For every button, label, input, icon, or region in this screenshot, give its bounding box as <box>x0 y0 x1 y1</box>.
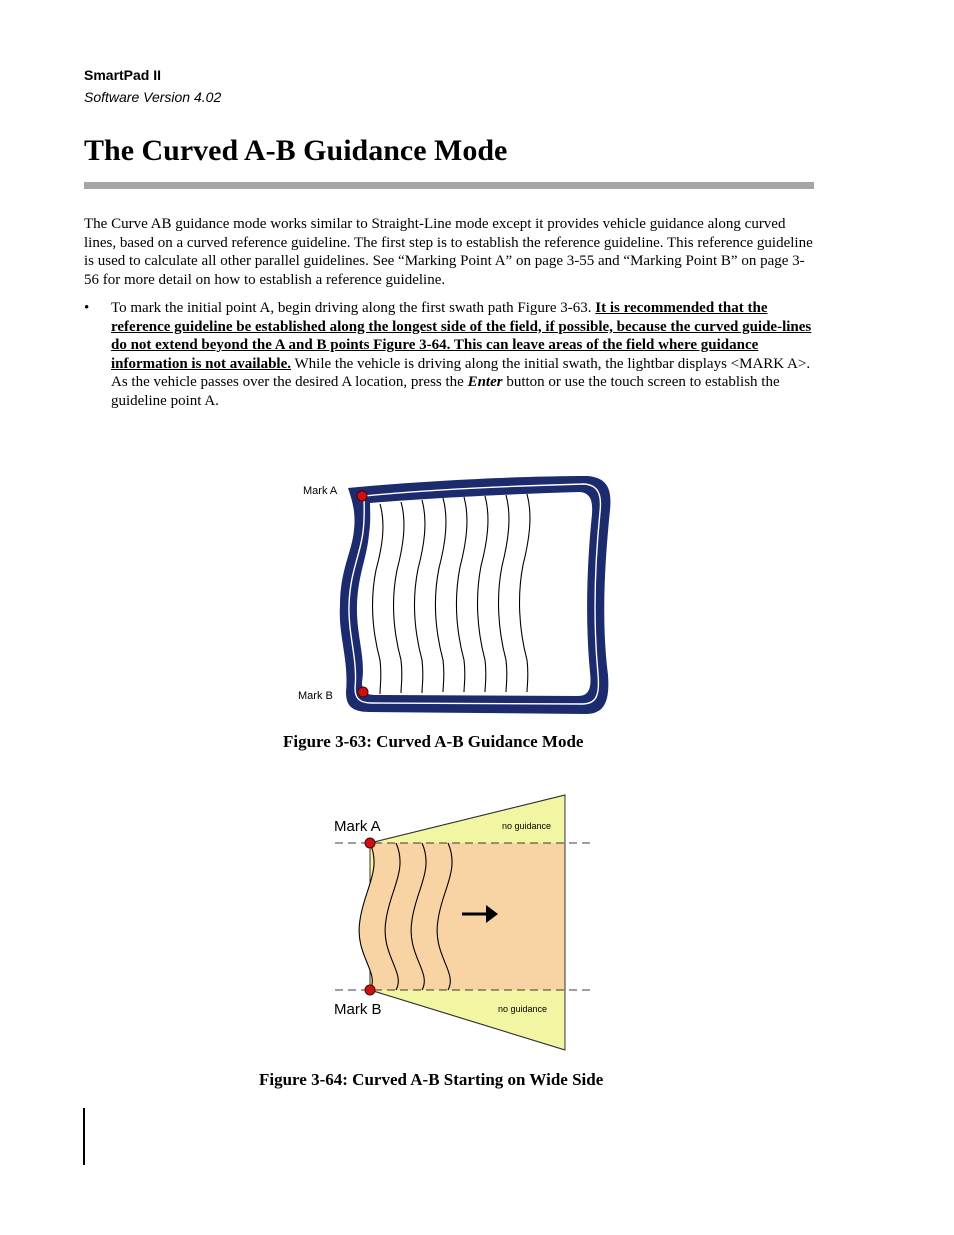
page-title: The Curved A-B Guidance Mode <box>84 134 508 167</box>
mark-b-point <box>365 985 375 995</box>
bullet-marker: • <box>84 300 90 316</box>
figure-63-diagram <box>290 470 620 720</box>
mark-a-label: Mark A <box>334 818 381 835</box>
title-rule <box>84 182 814 189</box>
enter-key-label: Enter <box>467 374 503 391</box>
no-guidance-top-label: no guidance <box>502 821 552 831</box>
figure-64-caption: Figure 3-64: Curved A-B Starting on Wide Side <box>259 1070 604 1089</box>
intro-paragraph: The Curve AB guidance mode works similar to Straight-Line mode except it provides vehicle guidance along curved lines, based on a curved reference guideline. The first step is to establish the reference guideline. This reference guideline is used to calculate all other parallel guidelines. See “Marking Point A” on page 3-55 and “Marking Point B” on page 3-56 for more detail on how to establish a reference guideline. <box>84 216 813 288</box>
mark-a-point <box>357 491 367 501</box>
bullet-text-middle: While the vehicle is driving along the initial swath, the lightbar displays <MARK A>. As the vehicle passes over the desired A location, press the <box>111 355 811 391</box>
mark-a-point <box>365 838 375 848</box>
mark-b-point <box>358 687 368 697</box>
no-guidance-bottom-label: no guidance <box>498 1004 548 1014</box>
mark-b-label: Mark B <box>334 1001 382 1018</box>
bullet-text-end: button or use the touch screen to establish the guideline point A. <box>111 374 780 409</box>
bullet-text-recommendation: It is recommended that the reference guideline be established along the longest side of the field, if possible, because the curved guide-lines do not extend beyond the A and B points Figure 3-64. This can leave areas of the field where guidance information is not available. <box>111 300 812 372</box>
bullet-text-start: To mark the initial point A, begin driving along the first swath path Figure 3-63. <box>111 300 596 316</box>
field-area <box>357 492 592 696</box>
bullet-paragraph <box>111 299 819 411</box>
mark-b-label: Mark B <box>298 690 333 702</box>
page-margin-line <box>83 1108 85 1165</box>
mark-a-label: Mark A <box>303 485 338 497</box>
figure-63-caption: Figure 3-63: Curved A-B Guidance Mode <box>283 732 584 751</box>
guided-region <box>359 843 565 990</box>
header-product: SmartPad II <box>84 67 162 83</box>
header-version: Software Version 4.02 <box>84 89 222 105</box>
figure-64-diagram <box>330 790 600 1055</box>
